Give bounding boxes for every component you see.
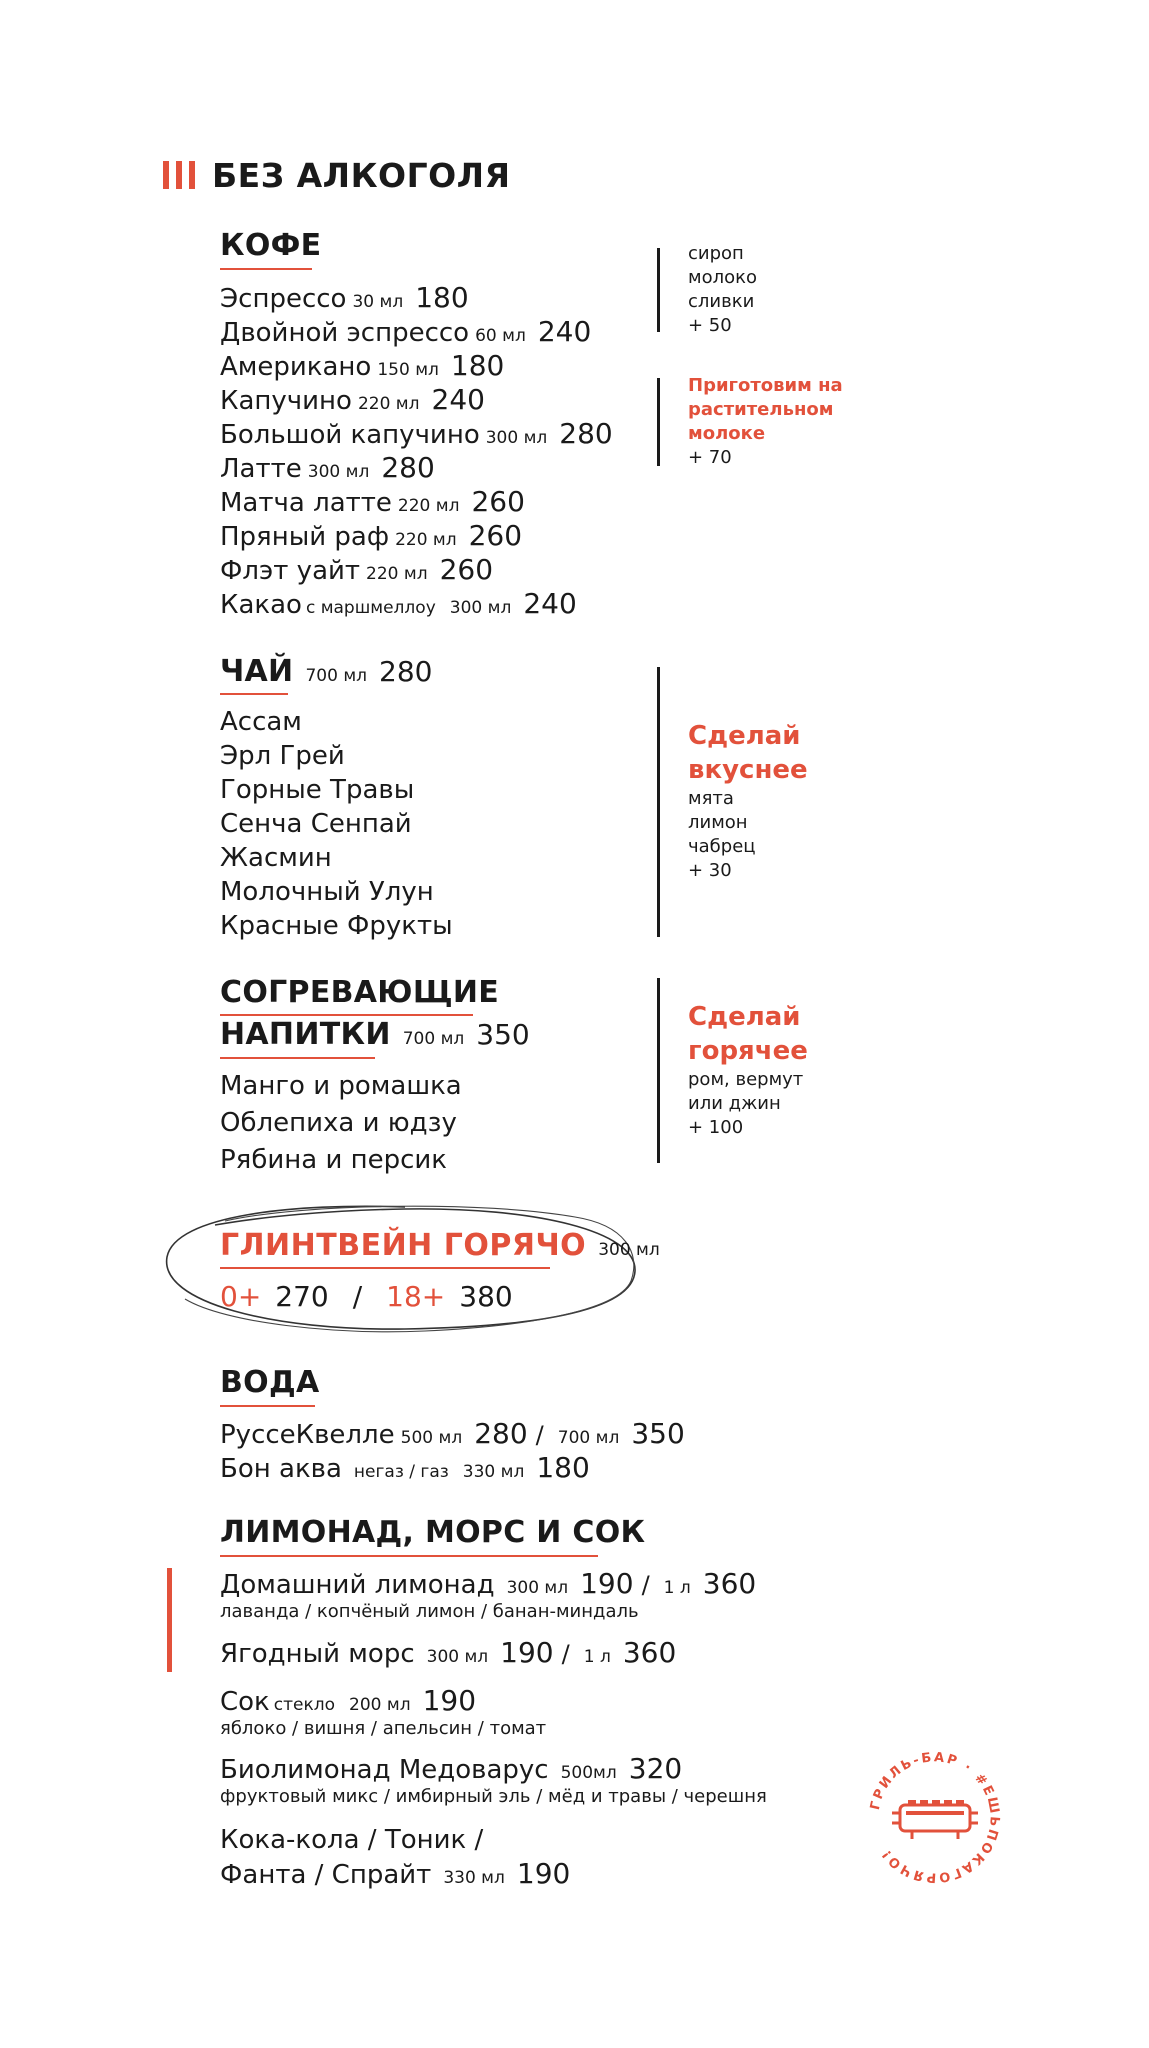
warming-volume: 700 мл bbox=[402, 1029, 465, 1049]
svg-text:ГРИЛЬ-БАР · #ЕШЬПОКАГОРЯЧО! bbox=[868, 1750, 1002, 1885]
plant-milk-title: Приготовим на bbox=[688, 375, 843, 396]
tea-underline bbox=[220, 693, 288, 695]
grill-bar-stamp-logo bbox=[862, 1745, 1007, 1890]
tea-title: ЧАЙ bbox=[220, 654, 294, 689]
item-volume-2: 1 л bbox=[663, 1578, 691, 1598]
addon-line: молоко bbox=[688, 267, 757, 288]
warming-side-note bbox=[688, 1000, 808, 1140]
warming-item: Облепиха и юдзу bbox=[220, 1108, 457, 1138]
warming-title-line1: СОГРЕВАЮЩИЕ bbox=[220, 975, 500, 1010]
lemonade-item bbox=[220, 1684, 476, 1722]
tea-volume: 700 мл bbox=[305, 666, 368, 686]
item-name: Двойной эспрессо bbox=[220, 318, 470, 348]
water-underline bbox=[220, 1405, 315, 1407]
coffee-addons-divider bbox=[657, 248, 660, 332]
item-price: 180 bbox=[536, 1451, 590, 1484]
item-price: 240 bbox=[537, 315, 592, 348]
item-volume: 200 мл bbox=[349, 1695, 411, 1715]
item-price-2: 360 bbox=[702, 1567, 757, 1600]
item-price: 180 bbox=[415, 281, 469, 314]
coffee-item bbox=[220, 315, 591, 353]
item-volume: 220 мл bbox=[357, 394, 420, 414]
coffee-addons bbox=[688, 242, 757, 338]
mulled-circle-scribble bbox=[155, 1195, 645, 1345]
item-volume: 220 мл bbox=[395, 530, 457, 550]
mulled-prices bbox=[220, 1280, 513, 1313]
warming-price: 350 bbox=[476, 1018, 530, 1051]
tea-item: Красные Фрукты bbox=[220, 911, 453, 941]
warming-side-line: ром, вермут bbox=[688, 1069, 804, 1090]
warming-side-title: Сделай bbox=[688, 1002, 801, 1032]
item-price: 260 bbox=[468, 519, 523, 552]
item-volume: 300 мл bbox=[307, 462, 370, 482]
mulled-underline bbox=[220, 1267, 550, 1269]
mulled-slash: / bbox=[352, 1280, 363, 1313]
coffee-item bbox=[220, 349, 504, 387]
item-name: Флэт уайт bbox=[220, 556, 361, 586]
item-name: Капучино bbox=[220, 386, 352, 416]
item-volume: 300 мл bbox=[506, 1578, 569, 1598]
item-price: 260 bbox=[439, 553, 494, 586]
item-price: 190 bbox=[580, 1567, 634, 1600]
item-note: стекло bbox=[273, 1695, 336, 1715]
coffee-item bbox=[220, 485, 525, 523]
item-name: Бон аква bbox=[220, 1454, 342, 1484]
item-note: негаз / газ bbox=[353, 1462, 449, 1482]
item-name: Матча латте bbox=[220, 488, 392, 518]
item-flavours: лаванда / копчёный лимон / банан-миндаль bbox=[220, 1601, 639, 1622]
lemonade-title: ЛИМОНАД, МОРС И СОК bbox=[220, 1515, 646, 1550]
tea-side-note bbox=[688, 719, 808, 883]
coffee-item bbox=[220, 281, 469, 319]
item-volume: 300 мл bbox=[449, 598, 512, 618]
item-name: Биолимонад Медоварус bbox=[220, 1755, 549, 1785]
item-name: Эспрессо bbox=[220, 284, 347, 314]
coffee-item bbox=[220, 519, 522, 557]
item-volume: 220 мл bbox=[397, 496, 460, 516]
lemonade-item bbox=[220, 1752, 682, 1790]
coffee-item bbox=[220, 553, 493, 591]
mulled-heading bbox=[220, 1228, 664, 1263]
lemonade-item-continued bbox=[220, 1857, 570, 1895]
tea-side-line: + 30 bbox=[688, 860, 732, 881]
mulled-kids-label: 0+ bbox=[220, 1280, 262, 1313]
item-price: 190 bbox=[500, 1636, 554, 1669]
tea-item: Эрл Грей bbox=[220, 741, 345, 771]
warming-underline-1 bbox=[220, 1014, 473, 1016]
tea-side-title: Сделай bbox=[688, 721, 801, 751]
item-name: Большой капучино bbox=[220, 420, 480, 450]
coffee-underline bbox=[220, 268, 312, 270]
item-volume: 300 мл bbox=[485, 428, 548, 448]
item-volume: 330 мл bbox=[443, 1868, 505, 1888]
item-volume: 220 мл bbox=[366, 564, 428, 584]
water-title: ВОДА bbox=[220, 1365, 320, 1400]
item-name: Сок bbox=[220, 1687, 270, 1717]
item-name-2: Фанта / Спрайт bbox=[220, 1860, 432, 1890]
lemonade-underline bbox=[220, 1555, 598, 1557]
item-name: РуссеКвелле bbox=[220, 1420, 395, 1450]
warming-side-title: горячее bbox=[688, 1036, 808, 1066]
lemonade-item: Домашний лимонад 300 мл 190 / 1 л 360 bbox=[220, 1567, 757, 1600]
item-name: Американо bbox=[220, 352, 372, 382]
plant-milk-note bbox=[688, 374, 843, 470]
item-volume: 300 мл bbox=[426, 1647, 489, 1667]
lemonade-item bbox=[220, 1823, 483, 1857]
tea-item: Жасмин bbox=[220, 843, 332, 873]
water-item: РуссеКвелле 500 мл 280 / 700 мл 350 bbox=[220, 1417, 685, 1450]
item-price: 190 bbox=[422, 1684, 477, 1717]
item-price: 280 bbox=[381, 451, 435, 484]
warming-item: Рябина и персик bbox=[220, 1145, 448, 1175]
item-price-2: 360 bbox=[622, 1636, 677, 1669]
item-price: 180 bbox=[450, 349, 505, 382]
warming-heading-line2 bbox=[220, 1017, 530, 1052]
warming-item: Манго и ромашка bbox=[220, 1071, 462, 1101]
item-name: Кока-кола / Тоник / bbox=[220, 1825, 484, 1855]
item-name: Какао bbox=[220, 590, 302, 620]
item-name: Домашний лимонад bbox=[220, 1570, 495, 1600]
item-volume: 330 мл bbox=[462, 1462, 525, 1482]
plant-milk-divider bbox=[657, 378, 660, 466]
item-volume: 60 мл bbox=[475, 326, 526, 346]
mulled-title: ГЛИНТВЕЙН ГОРЯЧО bbox=[220, 1228, 587, 1263]
item-volume: 500мл bbox=[560, 1763, 617, 1783]
mulled-adult-label: 18+ bbox=[386, 1280, 446, 1313]
tea-side-line: мята bbox=[688, 788, 734, 809]
tea-item: Горные Травы bbox=[220, 775, 415, 805]
item-price: 320 bbox=[628, 1752, 683, 1785]
tea-divider bbox=[657, 667, 660, 937]
water-item bbox=[220, 1451, 590, 1489]
tea-heading bbox=[220, 654, 432, 689]
plant-milk-title: молоке bbox=[688, 423, 766, 444]
lemonade-item: Ягодный морс 300 мл 190 / 1 л 360 bbox=[220, 1636, 677, 1669]
item-volume: 30 мл bbox=[352, 292, 404, 312]
stamp-text: ГРИЛЬ-БАР · #ЕШЬПОКАГОРЯЧО! bbox=[867, 1750, 1003, 1885]
coffee-item bbox=[220, 383, 485, 421]
tea-price: 280 bbox=[379, 655, 433, 688]
item-price: 280 bbox=[474, 1417, 528, 1450]
warming-divider bbox=[657, 978, 660, 1163]
chapter-title: БЕЗ АЛКОГОЛЯ bbox=[212, 156, 511, 195]
addon-line: сироп bbox=[688, 243, 744, 264]
chapter-marker bbox=[163, 161, 196, 189]
item-name: Ягодный морс bbox=[220, 1639, 415, 1669]
item-note: с маршмеллоу bbox=[305, 598, 436, 618]
item-volume: 150 мл bbox=[377, 360, 439, 380]
item-name: Латте bbox=[220, 454, 302, 484]
lemonade-highlight-bar bbox=[167, 1568, 172, 1672]
item-name: Пряный раф bbox=[220, 522, 390, 552]
tea-side-line: чабрец bbox=[688, 836, 756, 857]
mulled-adult-price: 380 bbox=[459, 1280, 513, 1313]
item-price: 280 bbox=[559, 417, 613, 450]
mulled-volume: 300 мл bbox=[598, 1240, 660, 1260]
warming-underline-2 bbox=[220, 1057, 375, 1059]
tea-side-line: лимон bbox=[688, 812, 748, 833]
warming-title-line2: НАПИТКИ bbox=[220, 1017, 391, 1052]
addon-line: сливки bbox=[688, 291, 755, 312]
item-flavours: яблоко / вишня / апельсин / томат bbox=[220, 1718, 547, 1739]
coffee-item bbox=[220, 587, 577, 625]
addon-line: + 50 bbox=[688, 315, 732, 336]
tea-item: Молочный Улун bbox=[220, 877, 434, 907]
plant-milk-title: растительном bbox=[688, 399, 834, 420]
item-price-2: 350 bbox=[631, 1417, 685, 1450]
tea-side-title: вкуснее bbox=[688, 755, 808, 785]
plant-milk-price: + 70 bbox=[688, 447, 732, 468]
item-volume-2: 1 л bbox=[583, 1647, 611, 1667]
item-price: 260 bbox=[471, 485, 525, 518]
coffee-item bbox=[220, 417, 613, 455]
item-volume-2: 700 мл bbox=[557, 1428, 620, 1448]
item-price: 190 bbox=[516, 1857, 571, 1890]
tea-item: Ассам bbox=[220, 707, 302, 737]
warming-side-line: или джин bbox=[688, 1093, 781, 1114]
tea-item: Сенча Сенпай bbox=[220, 809, 412, 839]
coffee-title: КОФЕ bbox=[220, 228, 322, 263]
item-price: 240 bbox=[431, 383, 485, 416]
warming-side-line: + 100 bbox=[688, 1117, 744, 1138]
item-volume: 500 мл bbox=[400, 1428, 463, 1448]
coffee-item bbox=[220, 451, 435, 489]
item-flavours: фруктовый микс / имбирный эль / мёд и травы / черешня bbox=[220, 1786, 767, 1807]
mulled-kids-price: 270 bbox=[275, 1280, 329, 1313]
item-price: 240 bbox=[523, 587, 577, 620]
